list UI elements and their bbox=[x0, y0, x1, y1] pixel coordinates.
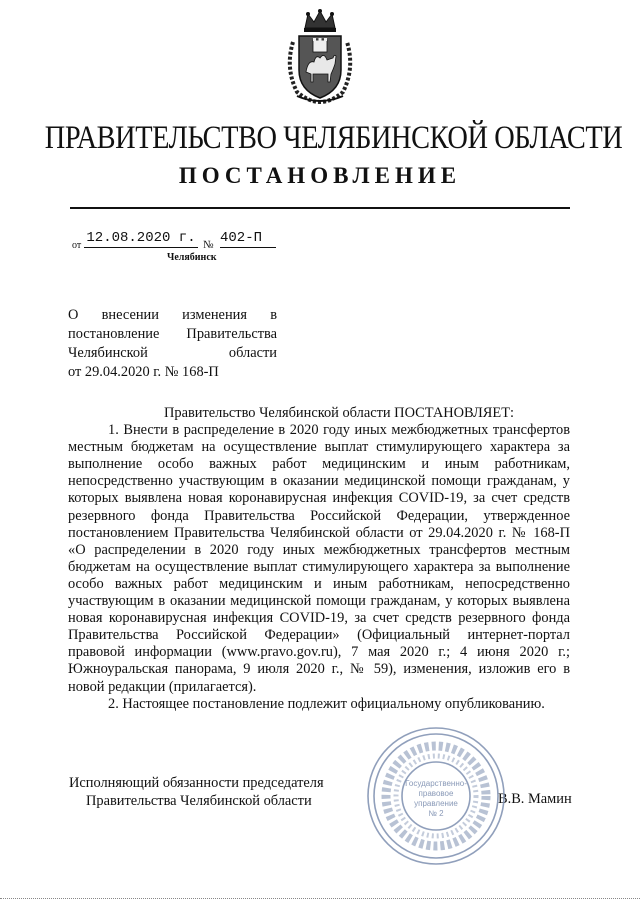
date-prefix: от bbox=[72, 240, 82, 251]
document-type-title: ПОСТАНОВЛЕНИЕ bbox=[178, 163, 462, 188]
subject-line: Челябинской области bbox=[68, 345, 277, 361]
subject-line: О внесении изменения в bbox=[68, 307, 277, 323]
stamp-center-line: правовое bbox=[418, 789, 454, 798]
body-paragraph: 2. Настоящее постановление подлежит официальному опубликованию. bbox=[108, 695, 545, 712]
government-title: ПРАВИТЕЛЬСТВО ЧЕЛЯБИНСКОЙ ОБЛАСТИ bbox=[44, 120, 623, 156]
document-date: 12.08.2020 г. bbox=[84, 230, 198, 248]
signatory-position-line: Правительства Челябинской области bbox=[86, 793, 312, 809]
signatory-name: В.В. Мамин bbox=[498, 791, 572, 807]
subject-line: постановление Правительства bbox=[68, 326, 277, 342]
stamp-center-line: управление bbox=[414, 799, 458, 808]
preamble: Правительство Челябинской области ПОСТАНОВЛЯЕТ: bbox=[164, 405, 514, 421]
document-subject bbox=[68, 306, 277, 382]
coat-of-arms-icon bbox=[283, 8, 357, 104]
page-bottom-edge bbox=[0, 898, 640, 901]
body-paragraph: 1. Внести в распределение в 2020 году иных межбюджетных трансфертов местным бюджетам на осуществление выплат стимулирующего характера за выполнение особо важных работ медицинским и иным работникам, непосредственно участвующим в оказании медицинской помощи гражданам, у которых выявлена новая коронавирусная инфекция COVID-19, за счет средств резервного фонда Правительства Российской Федерации, утвержденное постановлением Правительства Челябинской области от 29.04.2020 г. № 168-П «О распределении в 2020 году иных межбюджетных трансфертов местным бюджетам на осуществление выплат стимулирующего характера за выполнение особо важных работ медицинским и иным работникам, непосредственно участвующим в оказании медицинской помощи гражданам, у которых выявлена новая коронавирусная инфекция COVID-19, за счет средств резервного фонда Правительства Российской Федерации» (Официальный интернет-портал правовой информации (www.pravo.gov.ru), 7 мая 2020 г.; 4 июня 2020 г.; Южноуральская панорама, 9 июля 2020 г., № 59), изменения, изложив его в новой редакции (прилагается). bbox=[68, 422, 570, 695]
stamp-center-line: Государственно- bbox=[405, 779, 467, 788]
document-number: 402-П bbox=[220, 230, 276, 248]
official-stamp-icon bbox=[364, 724, 508, 868]
subject-line: от 29.04.2020 г. № 168-П bbox=[68, 364, 219, 380]
document-body bbox=[68, 405, 570, 713]
stamp-center-line: № 2 bbox=[428, 809, 444, 818]
issue-city: Челябинск bbox=[167, 252, 217, 263]
number-prefix: № bbox=[203, 239, 214, 251]
signatory-position-line: Исполняющий обязанности председателя bbox=[69, 775, 324, 791]
signatory-position bbox=[69, 774, 344, 810]
header-divider bbox=[70, 207, 570, 209]
